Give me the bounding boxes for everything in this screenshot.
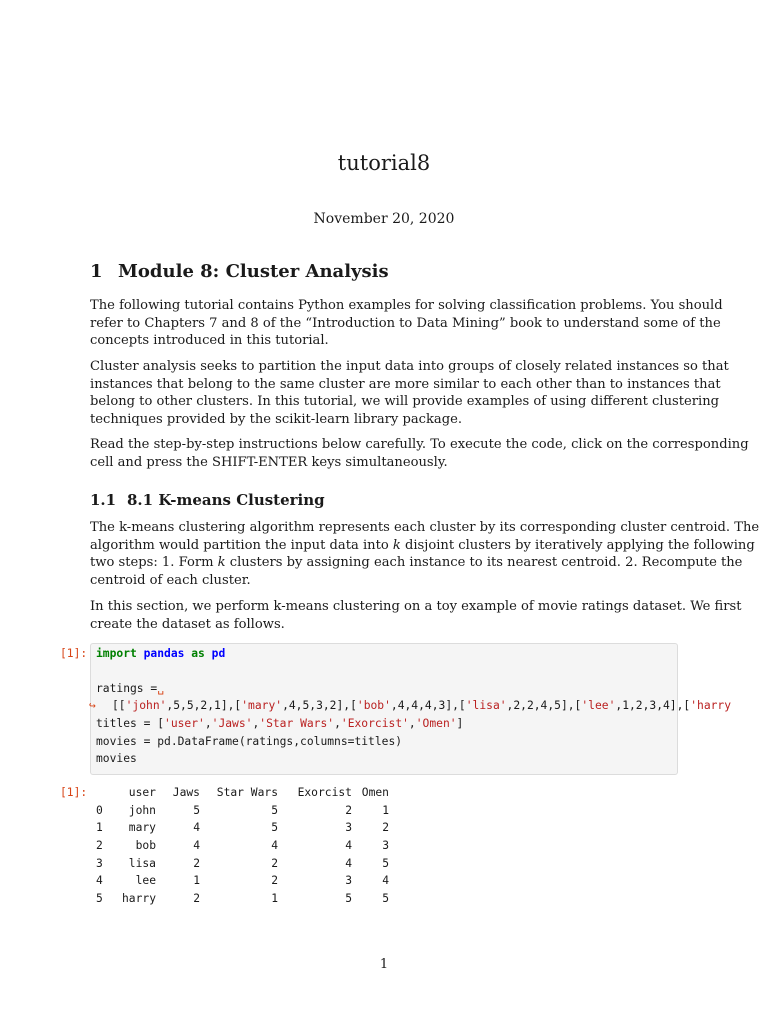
section-number: 1 <box>90 261 103 282</box>
table-row <box>96 837 389 855</box>
table-cell: 1 <box>382 803 389 817</box>
text-line: create the dataset as follows. <box>90 616 285 632</box>
subsection-number: 1.1 <box>90 491 117 509</box>
code-line: movies <box>96 752 137 765</box>
document-date: November 20, 2020 <box>313 211 455 227</box>
table-cell: 5 <box>193 803 200 817</box>
table-cell: 2 <box>271 874 278 888</box>
code-line-overflowing: ↪ [['john',5,5,2,1],['mary',4,5,3,2],['bob',4,4,4,3],['lisa',2,2,4,5],['lee',1,2,3,4],['harry <box>89 699 732 712</box>
section-title: Module 8: Cluster Analysis <box>118 261 389 282</box>
text-line: In this section, we perform k-means clustering on a toy example of movie ratings dataset. We first <box>90 599 742 614</box>
table-cell: bob <box>135 839 156 853</box>
table-cell: lee <box>135 874 156 888</box>
table-cell: 5 <box>382 856 389 870</box>
row-index: 3 <box>96 856 103 870</box>
input-prompt: [1]: <box>60 647 88 660</box>
row-index: 2 <box>96 839 103 853</box>
table-header-row <box>96 784 389 802</box>
text-line: concepts introduced in this tutorial. <box>90 333 329 349</box>
table-cell: 5 <box>271 821 278 835</box>
table-cell: 4 <box>382 874 389 888</box>
table-cell: 2 <box>271 856 278 870</box>
table-cell: 2 <box>193 891 200 905</box>
text-line: cell and press the SHIFT-ENTER keys simultaneously. <box>90 454 448 470</box>
table-cell: john <box>128 803 156 817</box>
text-line: Cluster analysis seeks to partition the input data into groups of closely related instances so that <box>90 359 729 374</box>
table-cell: 3 <box>382 839 389 853</box>
text-line: techniques provided by the scikit-learn library package. <box>90 411 463 427</box>
text-line: instances that belong to the same cluster are more similar to each other than to instances that <box>90 376 721 392</box>
table-cell: 5 <box>345 891 352 905</box>
text-line: algorithm would partition the input data into k disjoint clusters by iteratively applying the following <box>90 537 755 553</box>
row-index: 4 <box>96 874 103 888</box>
code-line: import pandas as pd <box>96 647 226 660</box>
table-row <box>96 802 389 820</box>
table-cell: 4 <box>345 856 352 870</box>
dataset-paragraph <box>90 598 742 633</box>
table-cell: mary <box>128 821 156 835</box>
table-cell: 1 <box>193 874 200 888</box>
column-header: Exorcist <box>297 786 352 800</box>
line-continuation-icon: ␣ <box>157 682 165 695</box>
output-prompt: [1]: <box>60 786 88 799</box>
column-header: Star Wars <box>216 786 278 800</box>
instructions-paragraph <box>90 436 749 471</box>
table-cell: 3 <box>345 821 352 835</box>
code-line: ratings =␣ <box>96 682 165 695</box>
text-line: centroid of each cluster. <box>90 572 251 588</box>
text-line: two steps: 1. Form k clusters by assigning each instance to its nearest centroid. 2. Recompute the <box>90 555 743 571</box>
table-row <box>96 890 389 908</box>
text-line: belong to other clusters. In this tutorial, we will provide examples of using different clustering <box>90 394 720 410</box>
table-row <box>96 854 389 872</box>
table-cell: 2 <box>193 856 200 870</box>
table-row <box>96 872 389 890</box>
text-line: refer to Chapters 7 and 8 of the “Introduction to Data Mining” book to understand some of the <box>90 315 721 331</box>
table-cell: 2 <box>382 821 389 835</box>
table-row <box>96 819 389 837</box>
table-cell: 4 <box>193 821 200 835</box>
table-cell: 4 <box>345 839 352 853</box>
table-cell: 3 <box>345 874 352 888</box>
subsection-title: 8.1 K-means Clustering <box>127 491 325 509</box>
row-index: 1 <box>96 821 103 835</box>
cluster-analysis-paragraph <box>90 358 729 428</box>
column-header: Omen <box>361 786 389 800</box>
row-index: 0 <box>96 803 103 817</box>
code-line: titles = ['user','Jaws','Star Wars','Exorcist','Omen'] <box>96 717 464 730</box>
document-title: tutorial8 <box>337 151 431 175</box>
intro-paragraph <box>90 297 723 350</box>
table-cell: 5 <box>382 891 389 905</box>
table-cell: 1 <box>271 891 278 905</box>
table-cell: 5 <box>271 803 278 817</box>
table-cell: harry <box>121 891 156 905</box>
section-heading-1 <box>90 261 389 282</box>
column-header: Jaws <box>172 786 200 800</box>
text-line: Read the step-by-step instructions below carefully. To execute the code, click on the corresponding <box>90 437 749 452</box>
text-line: The k-means clustering algorithm represents each cluster by its corresponding cluster centroid. The <box>90 520 760 535</box>
section-heading-1-1 <box>90 491 325 509</box>
text-line: The following tutorial contains Python examples for solving classification problems. You should <box>90 298 723 313</box>
table-cell: lisa <box>128 856 156 870</box>
kmeans-paragraph <box>90 519 760 589</box>
row-index: 5 <box>96 891 103 905</box>
table-cell: 4 <box>271 839 278 853</box>
dataframe-table <box>96 784 389 907</box>
line-wrap-arrow-icon: ↪ <box>89 699 96 712</box>
page-number: 1 <box>379 957 389 972</box>
table-cell: 4 <box>193 839 200 853</box>
table-cell: 2 <box>345 803 352 817</box>
code-line: movies = pd.DataFrame(ratings,columns=titles) <box>96 735 403 748</box>
column-header: user <box>128 786 156 800</box>
